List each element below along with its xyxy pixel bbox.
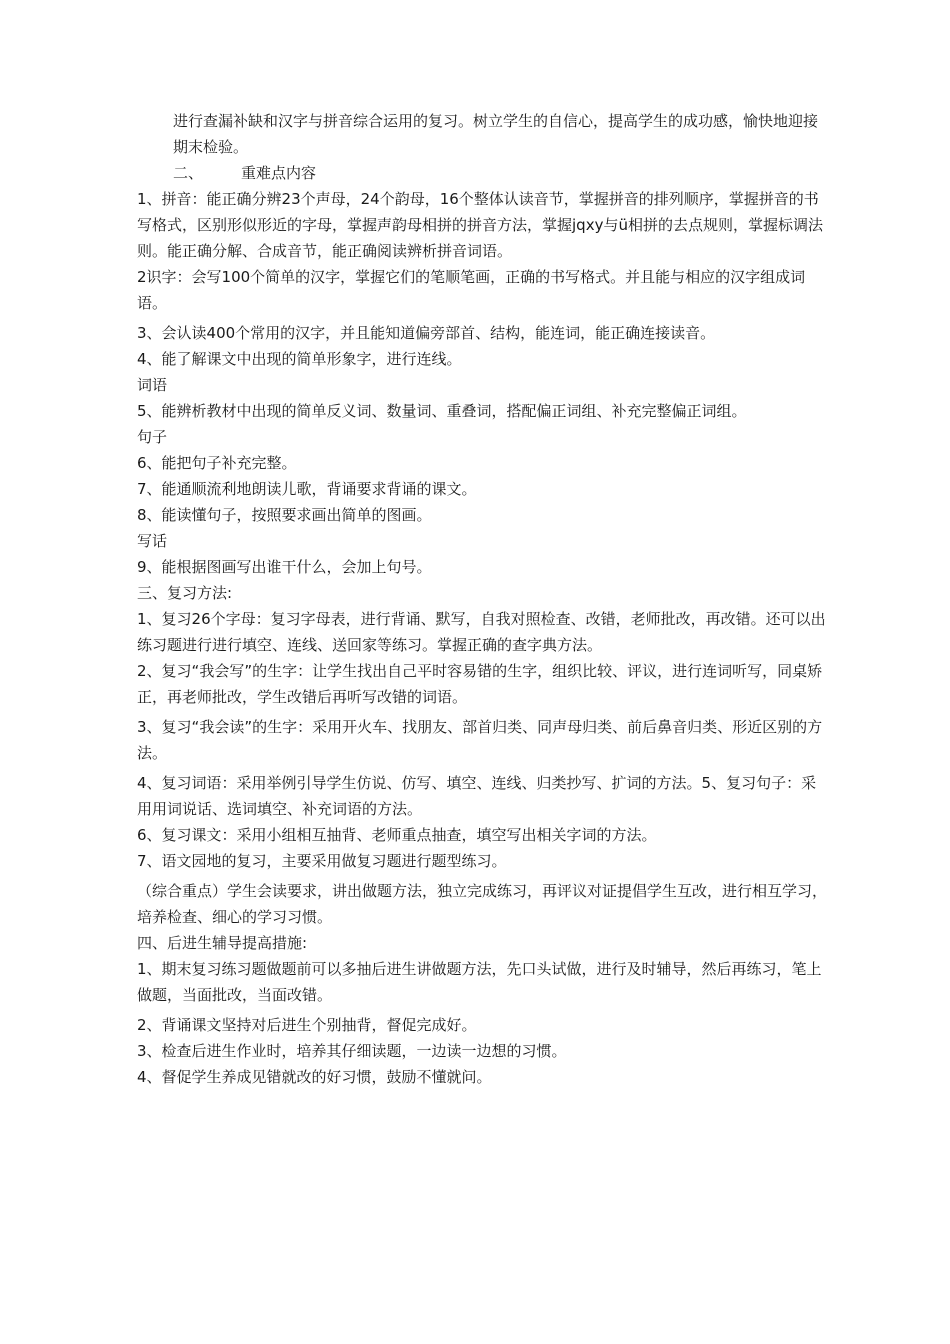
item-juzi-buchong: 6、能把句子补充完整。: [137, 454, 297, 472]
method-yuwenyuandi: 7、语文园地的复习，主要采用做复习题进行题型练习。: [137, 852, 507, 870]
item-pinyin: 1、拼音：能正确分辨23个声母，24个韵母，16个整体认读音节，掌握拼音的排列顺序，掌握拼音的书写格式，区别形似形近的字母，掌握声韵母相拼的拼音方法，掌握jqxy与ü相拼的去点规则，掌握标调法则。能正确分解、合成音节，能正确阅读辨析拼音词语。: [137, 190, 823, 260]
method-woduhui: 3、复习“我会读”的生字：采用开火车、找朋友、部首归类、同声母归类、前后鼻音归类、形近区别的方法。: [137, 718, 823, 762]
section-2-title: 重难点内容: [241, 164, 317, 182]
method-zonghe: （综合重点）学生会读要求，讲出做题方法，独立完成练习，再评议对证提倡学生互改，进行相互学习，培养检查、细心的学习习惯。: [137, 882, 828, 926]
method-woxiehui: 2、复习“我会写”的生字：让学生找出自己平时容易错的生字，组织比较、评议，进行连词听写，同桌矫正，再老师批改，学生改错后再听写改错的词语。: [137, 662, 823, 706]
item-dudong: 8、能读懂句子，按照要求画出简单的图画。: [137, 506, 432, 524]
document-body: [137, 108, 827, 1090]
item-bianxi: 5、能辨析教材中出现的简单反义词、数量词、重叠词，搭配偏正词组、补充完整偏正词组。: [137, 402, 747, 420]
section-heading-2: [137, 160, 827, 186]
measure-zuoye: 3、检查后进生作业时，培养其仔细读题，一边读一边想的习惯。: [137, 1042, 567, 1060]
subheading-xiehua: 写话: [137, 532, 168, 550]
method-ciyu-juzi: 4、复习词语：采用举例引导学生仿说、仿写、填空、连线、归类抄写、扩词的方法。5、复习句子：采用用词说话、选词填空、补充词语的方法。: [137, 774, 817, 818]
measure-jiangjie: 1、期末复习练习题做题前可以多抽后进生讲做题方法，先口头试做，进行及时辅导，然后再练习，笔上做题，当面批改，当面改错。: [137, 960, 822, 1004]
section-heading-3: 三、复习方法:: [137, 584, 233, 602]
section-2-number: 二、: [173, 164, 204, 182]
measure-xiguan: 4、督促学生养成见错就改的好习惯，鼓励不懂就问。: [137, 1068, 492, 1086]
intro-paragraph: 进行查漏补缺和汉字与拼音综合运用的复习。树立学生的自信心，提高学生的成功感，愉快地迎接期末检验。: [173, 112, 819, 156]
method-kewen: 6、复习课文：采用小组相互抽背、老师重点抽查，填空写出相关字词的方法。: [137, 826, 657, 844]
subheading-ciyu: 词语: [137, 376, 168, 394]
item-rendu: 3、会认读400个常用的汉字，并且能知道偏旁部首、结构，能连词，能正确连接读音。: [137, 324, 716, 342]
measure-beisong: 2、背诵课文坚持对后进生个别抽背，督促完成好。: [137, 1016, 477, 1034]
section-heading-4: 四、后进生辅导提高措施:: [137, 934, 308, 952]
subheading-juzi: 句子: [137, 428, 168, 446]
item-langdu: 7、能通顺流利地朗读儿歌，背诵要求背诵的课文。: [137, 480, 477, 498]
method-zimu: 1、复习26个字母：复习字母表，进行背诵、默写，自我对照检查、改错，老师批改，再改错。还可以出练习题进行进行填空、连线、送回家等练习。掌握正确的查字典方法。: [137, 610, 826, 654]
item-shizi: 2识字：会写100个简单的汉字，掌握它们的笔顺笔画，正确的书写格式。并且能与相应的汉字组成词语。: [137, 268, 806, 312]
item-tuhua: 9、能根据图画写出谁干什么，会加上句号。: [137, 558, 432, 576]
item-xingxiangzi: 4、能了解课文中出现的简单形象字，进行连线。: [137, 350, 462, 368]
